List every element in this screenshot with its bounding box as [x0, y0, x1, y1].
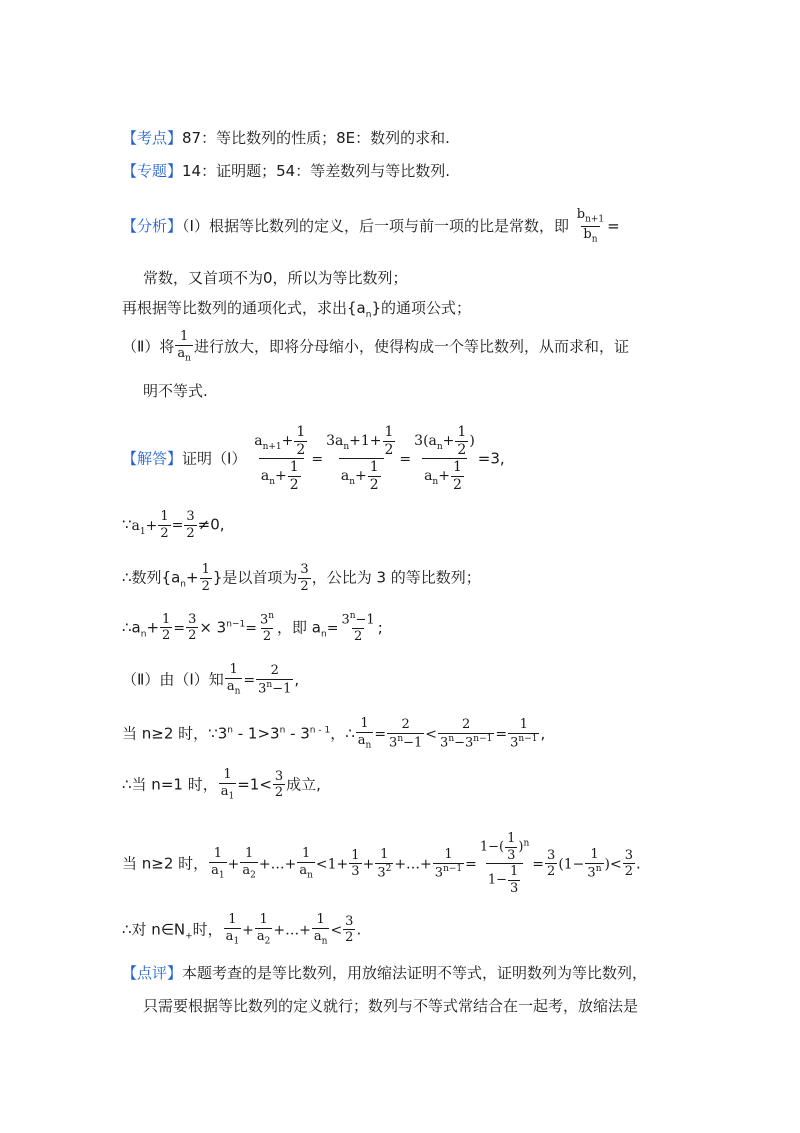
formula-ratio-1: $a_{n+1}+$ $\frac{1}{2}$ $a_n+$ $\frac{1}{2}$ — [254, 424, 306, 494]
zhuanti-text: 14：证明题；54：等差数列与等比数列. — [182, 162, 450, 180]
jieda-l3-b: }是以首项为 — [212, 568, 298, 587]
jieda-intro: 证明（Ⅰ） — [182, 449, 247, 468]
dianping-tag: 【点评】 — [122, 964, 183, 982]
jieda-l3-a: ∴数列{a — [122, 568, 181, 587]
dianping-line-2 — [143, 995, 638, 1016]
jieda-line-7: ∴当 n=1 时， $\frac{1}{a_1}$ =1< $\frac{3}{2}$ 成立, — [122, 767, 321, 802]
fraction-1-over-an: $\frac{1}{a_n}$ — [177, 329, 191, 364]
zhuanti-tag: 【专题】 — [122, 162, 183, 180]
kaodian-text: 87：等比数列的性质；8E：数列的求和. — [182, 129, 450, 147]
jieda-line-2: $\because a_1+$ $\frac{1}{2}$ = $\frac{3}{2}$ ≠0, — [122, 509, 225, 541]
jieda-l6-c: - 3 — [285, 724, 310, 743]
fenxi-text-3-end: }的通项公式； — [371, 299, 472, 317]
jieda-l9-end: . — [356, 920, 362, 939]
jieda-line-3: ∴数列{$a_n+$ $\frac{1}{2}$ }是以首项为 $\frac{3}{2}$ ，公比为 3 的等比数列； — [122, 562, 481, 594]
jieda-l6-d: ，∴ — [330, 724, 355, 743]
fenxi-text-5: 明不等式. — [143, 382, 208, 400]
fenxi-text-2: 常数，又首项不为0，所以为等比数列； — [143, 269, 408, 287]
jieda-l6-b: - 1>3 — [232, 724, 280, 743]
jieda-l4-mid: × 3 — [199, 618, 227, 637]
fenxi-text-1: （Ⅰ）根据等比数列的定义，后一项与前一项的比是常数，即 — [182, 217, 569, 236]
dianping-line-1 — [122, 962, 647, 983]
jieda-l3-c: ，公比为 3 的等比数列； — [311, 568, 481, 587]
jieda-tag: 【解答】 — [122, 449, 183, 468]
fraction-b-ratio: $\frac{b_{n+1}}{b_n}$ — [576, 207, 605, 245]
zhuanti-line — [122, 160, 450, 181]
jieda-line-6: 当 n≥2 时，∵3$^n$ - $1>3^n - 3^{n - 1}$，∴ $\frac{1}{a_n}$ = $\frac{2}{3^n-1}$ < $\frac{2}{3^n-3^{n-1}}$ = $\frac{1}{3^{n-1}}$ , — [122, 716, 546, 751]
jieda-l6-end: , — [540, 724, 546, 743]
jieda-line-4: $\therefore a_n+$ $\frac{1}{2}$ = $\frac{3}{2}$ × $3^{n-1}=$ $\frac{3^n}{2}$ ，即 $a_n=$ $\frac{3^n-1}{2}$ ; — [122, 611, 383, 644]
fenxi-line-2 — [143, 267, 408, 288]
fenxi-line-1 — [122, 208, 620, 245]
fenxi-line-3: 再根据等比数列的通项化式，求出$\{a_n\}$的通项公式； — [122, 299, 472, 320]
jieda-l4-end: ; — [377, 618, 383, 637]
jieda-line-9: ∴对 $n\in N_+$时， $\frac{1}{a_1}$ + $\frac{1}{a_2}$ +…+ $\frac{1}{a_n}$ < $\frac{3}{2}$ . — [122, 912, 362, 947]
jieda-l8-end: . — [635, 854, 641, 873]
fenxi-text-4a: （Ⅱ）将 — [122, 337, 175, 356]
kaodian-line — [122, 127, 450, 148]
fenxi-text-4b: 进行放大，即将分母缩小，使得构成一个等比数列，从而求和，证 — [193, 337, 629, 356]
fenxi-line-4 — [122, 330, 629, 364]
jieda-line-8: 当 n≥2 时， $\frac{1}{a_1}$ + $\frac{1}{a_2}$ +…+ $\frac{1}{a_n}$ <1+ $\frac{1}{3}$ + $\frac{1}{3^2}$ +…+ $\frac{1}{3^{n-1}}$ = 1−( $\frac{1}{3}$ )$^n$ 1− $\frac{1}{3}$ = $\frac{3}{2}$ (1− $\frac{1}{3^n}$ )< $\frac{3}{2}$ . — [122, 831, 641, 896]
jieda-l7-c: 成立, — [286, 775, 321, 794]
jieda-l5-end: , — [294, 670, 300, 689]
jieda-l7-a: ∴当 n=1 时， — [122, 775, 218, 794]
formula-ratio-2: $3a_n+1+$ $\frac{1}{2}$ $a_n+$ $\frac{1}{2}$ — [326, 424, 394, 494]
jieda-l9-b: 时， — [192, 920, 223, 939]
dianping-text-1: 本题考查的是等比数列，用放缩法证明不等式，证明数列为等比数列， — [182, 964, 648, 982]
jieda-l2-prefix: ∵ — [122, 515, 132, 534]
dianping-text-2: 只需要根据等比数列的定义就行；数列与不等式常结合在一起考，放缩法是 — [143, 997, 639, 1015]
jieda-line-1: 【解答】证明（Ⅰ） $a_{n+1}+$ $\frac{1}{2}$ $a_n+$ $\frac{1}{2}$ = $3a_n+1+$ $\frac{1}{2}$ $a_n+$ $\frac{1}{2}$ = $3(a_n+$ $\frac{1}{2}$ ) $a_n+$ $\frac{1}{2}$ =3, — [122, 424, 505, 494]
jieda-l4-c: ，即 a — [277, 618, 321, 637]
jieda-line-5: （Ⅱ）由（Ⅰ）知 $\frac{1}{a_n}$ = $\frac{2}{3^n-1}$ , — [122, 662, 300, 697]
fenxi-eq: = — [607, 217, 620, 236]
jieda-l7-b: =1< — [237, 775, 272, 794]
jieda-l8-a: 当 n≥2 时， — [122, 854, 209, 873]
jieda-l2-end: ≠0, — [197, 515, 225, 534]
formula-ratio-3: $3(a_n+$ $\frac{1}{2}$ ) $a_n+$ $\frac{1}{2}$ — [414, 424, 475, 494]
fenxi-line-5 — [143, 380, 208, 401]
jieda-l6-a: 当 n≥2 时，∵3 — [122, 724, 228, 743]
jieda-l4-prefix: ∴a — [122, 618, 141, 637]
jieda-l1-end: =3, — [477, 449, 505, 468]
jieda-l9-a: ∴对 n∈N — [122, 920, 186, 939]
jieda-l5-a: （Ⅱ）由（Ⅰ）知 — [122, 670, 224, 689]
kaodian-tag: 【考点】 — [122, 129, 183, 147]
fenxi-tag: 【分析】 — [122, 217, 183, 236]
fenxi-text-3: 再根据等比数列的通项化式，求出{a — [122, 299, 366, 317]
